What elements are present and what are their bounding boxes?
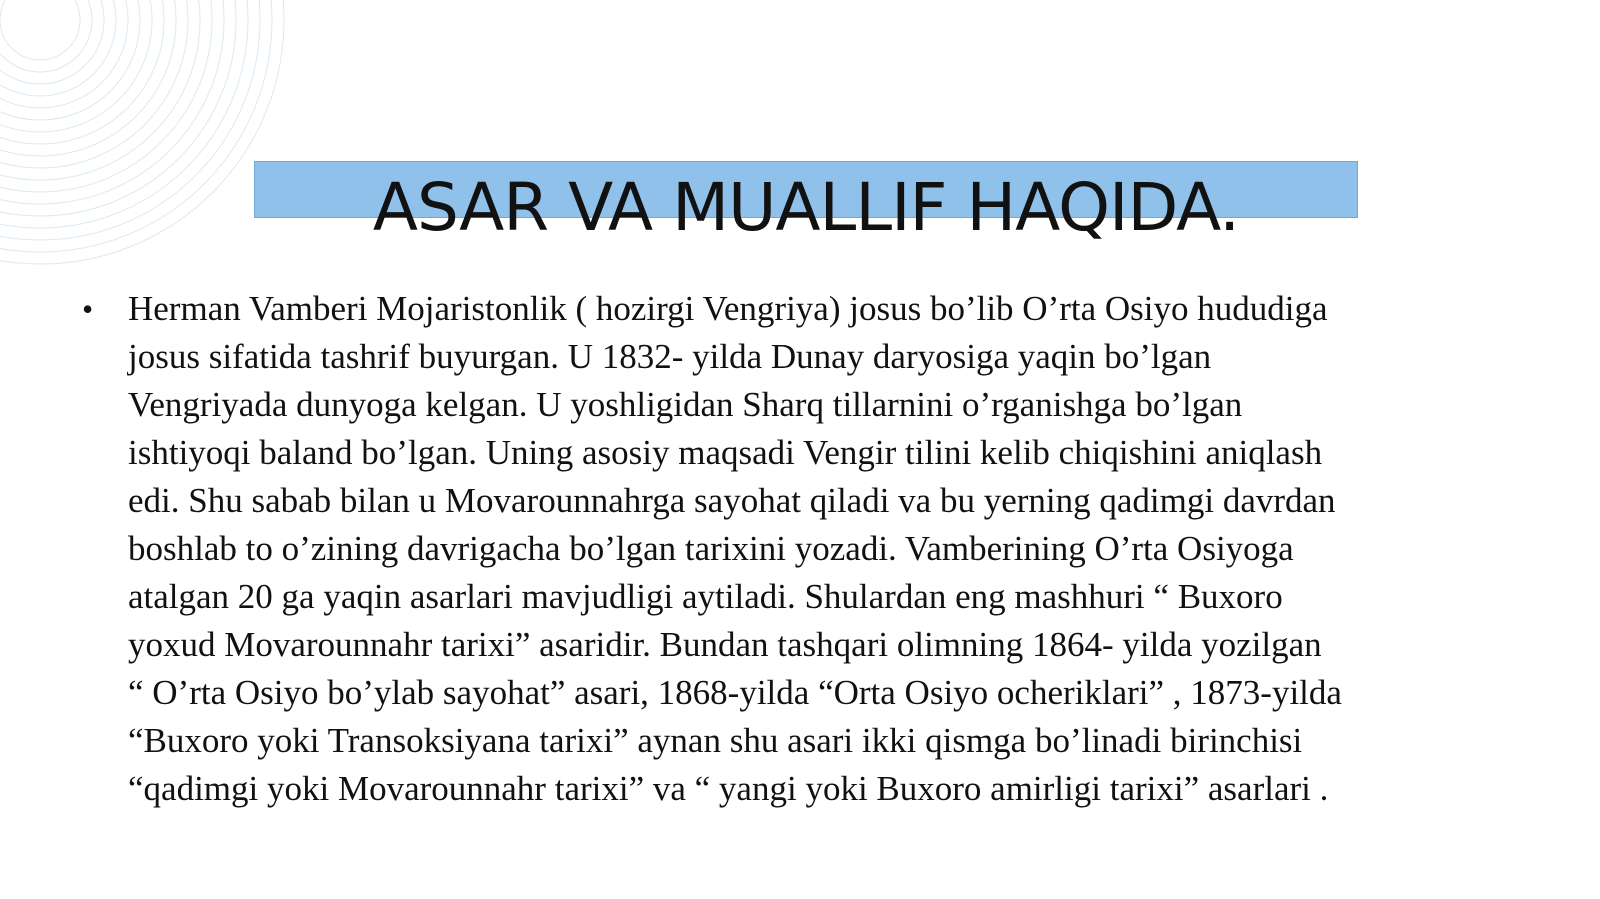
paragraph-line: “ O’rta Osiyo bo’ylab sayohat” asari, 1868-yilda “Orta Osiyo ocheriklari” , 1873-yilda <box>128 673 1342 712</box>
paragraph-line: yoxud Movarounnahr tarixi” asaridir. Bundan tashqari olimning 1864- yilda yozilgan <box>128 625 1322 664</box>
paragraph-line: atalgan 20 ga yaqin asarlari mavjudligi aytiladi. Shulardan eng mashhuri “ Buxoro <box>128 577 1283 616</box>
paragraph-line: Herman Vamberi Mojaristonlik ( hozirgi Vengriya) josus bo’lib O’rta Osiyo hududiga <box>128 289 1328 328</box>
bullet-marker: • <box>82 291 94 327</box>
paragraph-line: boshlab to o’zining davrigacha bo’lgan tarixini yozadi. Vamberining O’rta Osiyoga <box>128 529 1294 568</box>
slide-title: ASAR VA MUALLIF HAQIDA. <box>372 169 1240 246</box>
paragraph-line: Vengriyada dunyoga kelgan. U yoshligidan Sharq tillarnini o’rganishga bo’lgan <box>128 385 1243 424</box>
bullet-paragraph <box>128 285 1518 813</box>
paragraph-line: edi. Shu sabab bilan u Movarounnahrga sayohat qiladi va bu yerning qadimgi davrdan <box>128 481 1336 520</box>
paragraph-line: “Buxoro yoki Transoksiyana tarixi” aynan shu asari ikki qismga bo’linadi birinchisi <box>128 721 1303 760</box>
paragraph-line: josus sifatida tashrif buyurgan. U 1832- yilda Dunay daryosiga yaqin bo’lgan <box>128 337 1212 376</box>
paragraph-line: “qadimgi yoki Movarounnahr tarixi” va “ yangi yoki Buxoro amirligi tarixi” asarlari . <box>128 769 1329 808</box>
paragraph-line: ishtiyoqi baland bo’lgan. Uning asosiy maqsadi Vengir tilini kelib chiqishini aniqlash <box>128 433 1323 472</box>
